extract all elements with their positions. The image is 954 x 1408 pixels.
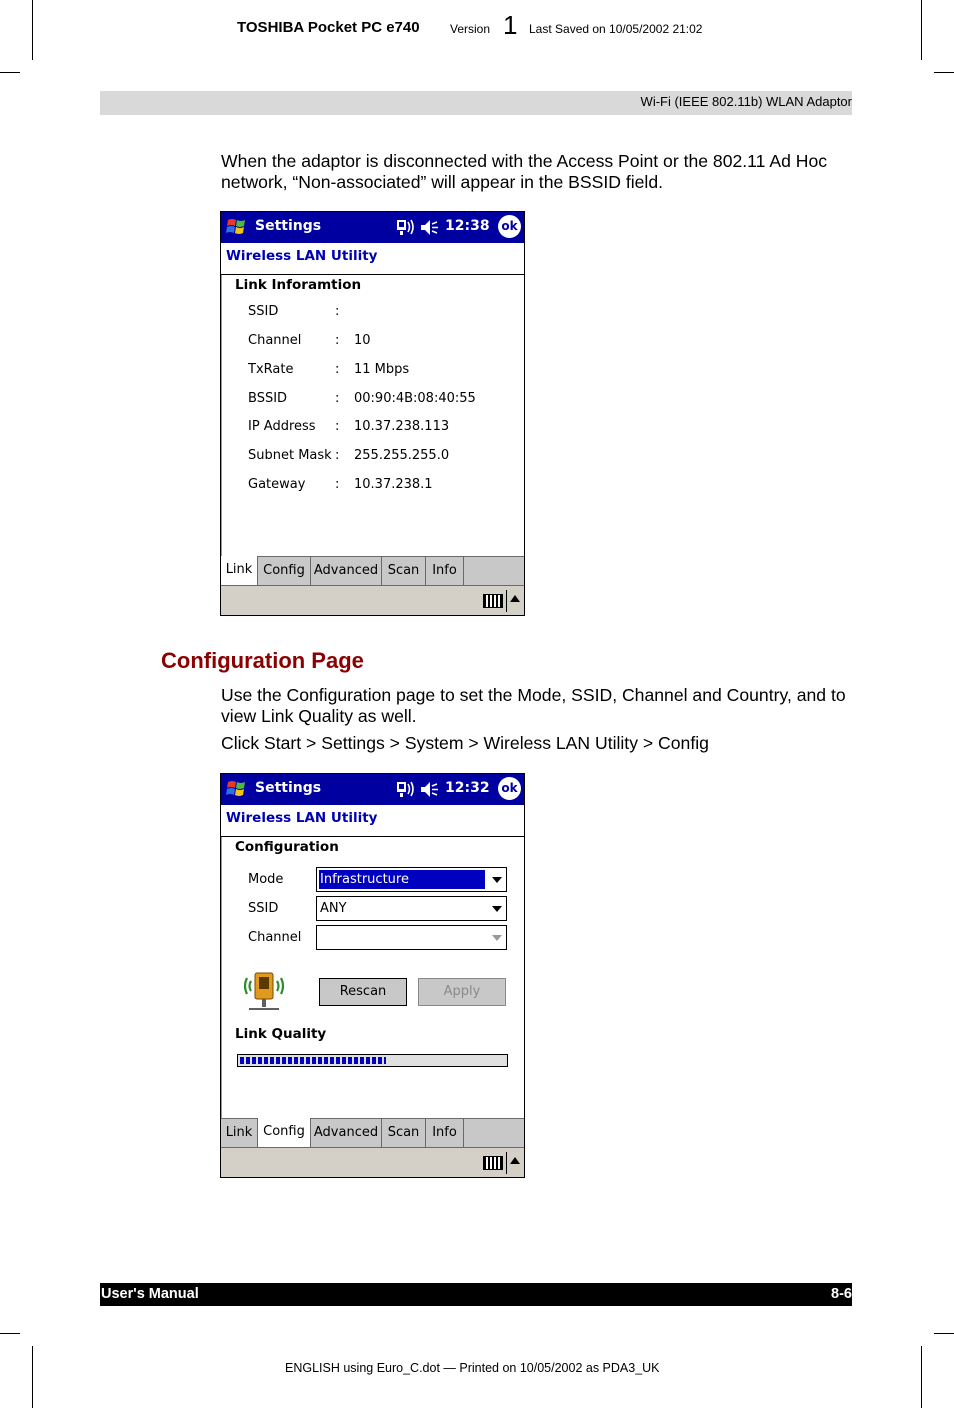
link-quality-bar: [237, 1054, 508, 1067]
info-value: 10.37.238.113: [354, 419, 450, 434]
command-bar: [221, 585, 524, 615]
wireless-card-icon: [241, 970, 287, 1012]
section-title: Link Inforamtion: [235, 277, 362, 293]
info-value: 11 Mbps: [354, 362, 410, 377]
screenshot-config-page: [220, 773, 525, 1178]
info-label: IP Address: [248, 419, 316, 434]
divider: [506, 1152, 507, 1174]
window-title: Settings: [255, 780, 322, 796]
app-title: Wireless LAN Utility: [226, 810, 378, 826]
mode-value: Infrastructure: [319, 870, 485, 889]
crop-mark: [921, 0, 922, 60]
tab-info[interactable]: Info: [426, 557, 464, 585]
info-colon: :: [335, 448, 340, 463]
screenshot-link-page: [220, 211, 525, 616]
input-panel-arrow-icon[interactable]: [510, 595, 520, 602]
info-label: Channel: [248, 333, 302, 348]
info-label: SSID: [248, 304, 279, 319]
product-name: TOSHIBA Pocket PC e740: [237, 19, 420, 36]
crop-mark: [32, 0, 33, 60]
apply-button[interactable]: Apply: [418, 978, 506, 1006]
network-icon[interactable]: [396, 218, 416, 236]
tab-info[interactable]: Info: [426, 1119, 464, 1147]
info-colon: :: [335, 477, 340, 492]
keyboard-icon[interactable]: [483, 1156, 503, 1170]
info-label: Subnet Mask: [248, 448, 332, 463]
windows-start-icon[interactable]: [224, 215, 250, 239]
rescan-button[interactable]: Rescan: [319, 978, 407, 1006]
network-icon[interactable]: [396, 780, 416, 798]
mode-label: Mode: [248, 872, 284, 887]
crop-mark: [0, 72, 20, 73]
speaker-icon[interactable]: [420, 219, 440, 236]
last-saved: Last Saved on 10/05/2002 21:02: [529, 22, 703, 36]
running-header: [100, 91, 852, 115]
ssid-label: SSID: [248, 901, 279, 916]
manual-title: User's Manual: [101, 1286, 199, 1302]
keyboard-icon[interactable]: [483, 594, 503, 608]
tab-advanced[interactable]: Advanced: [311, 1119, 382, 1147]
chevron-down-icon[interactable]: [492, 877, 502, 883]
tab-scan[interactable]: Scan: [382, 557, 426, 585]
info-colon: :: [335, 391, 340, 406]
input-panel-arrow-icon[interactable]: [510, 1157, 520, 1164]
config-path: Click Start > Settings > System > Wireless LAN Utility > Config: [221, 733, 709, 753]
clock[interactable]: 12:32: [445, 780, 490, 796]
section-title: Configuration: [235, 839, 339, 855]
crop-mark: [934, 1333, 954, 1334]
tab-bar: [221, 556, 524, 585]
tab-link[interactable]: Link: [221, 1119, 258, 1147]
page-number: 8-6: [831, 1286, 852, 1302]
link-quality-label: Link Quality: [235, 1026, 327, 1042]
speaker-icon[interactable]: [420, 781, 440, 798]
chevron-down-icon[interactable]: [492, 906, 502, 912]
info-value: 10.37.238.1: [354, 477, 433, 492]
ok-button[interactable]: ok: [498, 777, 521, 800]
clock[interactable]: 12:38: [445, 218, 490, 234]
ok-button[interactable]: ok: [498, 215, 521, 238]
link-quality-fill: [240, 1057, 386, 1064]
tab-bar: [221, 1118, 524, 1147]
title-bar: [221, 774, 524, 805]
info-colon: :: [335, 304, 340, 319]
info-value: 255.255.255.0: [354, 448, 450, 463]
tab-advanced[interactable]: Advanced: [311, 557, 382, 585]
app-title: Wireless LAN Utility: [226, 248, 378, 264]
channel-label: Channel: [248, 930, 302, 945]
ssid-select[interactable]: [316, 896, 507, 921]
info-value: 10: [354, 333, 371, 348]
divider: [506, 590, 507, 612]
info-colon: :: [335, 333, 340, 348]
tab-scan[interactable]: Scan: [382, 1119, 426, 1147]
info-label: TxRate: [248, 362, 294, 377]
crop-mark: [921, 1346, 922, 1408]
title-bar: [221, 212, 524, 243]
window-title: Settings: [255, 218, 322, 234]
config-paragraph: Use the Configuration page to set the Mode, SSID, Channel and Country, and to view Link Quality as well.: [221, 685, 846, 726]
crop-mark: [0, 1333, 20, 1334]
channel-value: [319, 928, 321, 947]
version-label: Version: [450, 22, 491, 36]
tab-config[interactable]: Config: [258, 1118, 311, 1147]
crop-mark: [934, 72, 954, 73]
info-colon: :: [335, 362, 340, 377]
info-colon: :: [335, 419, 340, 434]
info-value: 00:90:4B:08:40:55: [354, 391, 476, 406]
chevron-down-icon[interactable]: [492, 935, 502, 941]
mode-select[interactable]: [316, 867, 507, 892]
tab-config[interactable]: Config: [258, 557, 311, 585]
running-title: Wi-Fi (IEEE 802.11b) WLAN Adaptor: [640, 94, 852, 109]
print-info: ENGLISH using Euro_C.dot — Printed on 10/05/2002 as PDA3_UK: [285, 1361, 660, 1375]
crop-mark: [32, 1346, 33, 1408]
channel-select[interactable]: [316, 925, 507, 950]
windows-start-icon[interactable]: [224, 777, 250, 801]
page-footer: [100, 1283, 852, 1306]
section-heading: Configuration Page: [161, 648, 364, 673]
ssid-value: ANY: [320, 901, 347, 916]
command-bar: [221, 1147, 524, 1177]
info-label: BSSID: [248, 391, 288, 406]
intro-paragraph: When the adaptor is disconnected with the Access Point or the 802.11 Ad Hoc network, “Non-associated” will appear in the BSSID field.: [221, 151, 828, 192]
info-label: Gateway: [248, 477, 306, 492]
tab-link[interactable]: Link: [221, 556, 258, 585]
version-number: 1: [503, 10, 518, 40]
